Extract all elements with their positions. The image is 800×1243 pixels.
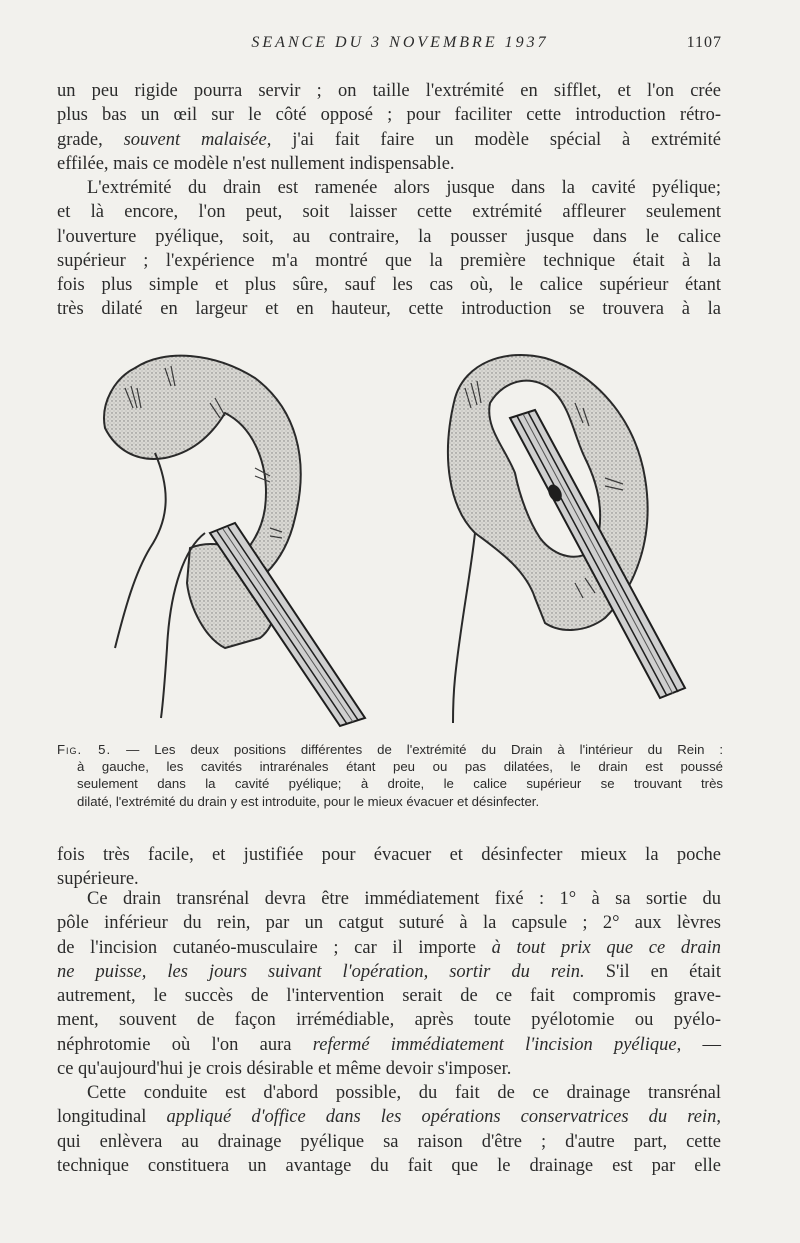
italic-phrase: souvent malaisée	[123, 129, 267, 150]
text-line: ment, souvent de façon irrémédiable, après toute pyélotomie ou pyélo-	[57, 1010, 721, 1031]
text-line: fois très facile, et justifiée pour évacuer et désinfecter mieux la poche	[57, 845, 721, 865]
text-line: L'extrémité du drain est ramenée alors jusque dans la cavité pyélique;	[87, 178, 721, 198]
text-line: longitudinal appliqué d'office dans les opérations conservatrices du rein,	[57, 1107, 721, 1128]
text-line: ne puisse, les jours suivant l'opération, sortir du rein. S'il en était	[57, 961, 721, 982]
caption-line: Fig. 5. — Les deux positions différentes de l'extrémité du Drain à l'intérieur du Rein :	[57, 742, 723, 757]
text-line: supérieure.	[57, 869, 139, 890]
paragraph-2	[57, 176, 721, 322]
running-title: SEANCE DU 3 NOVEMBRE 1937	[251, 34, 549, 51]
caption-line: seulement dans la cavité pyélique; à droite, le calice supérieur se trouvant très	[77, 776, 723, 792]
running-header	[0, 34, 800, 58]
paragraph-5	[57, 1081, 721, 1178]
text-line: plus bas un œil sur le côté opposé ; pour faciliter cette introduction rétro-	[57, 105, 721, 126]
caption-line: à gauche, les cavités intrarénales étant peu ou pas dilatées, le drain est poussé	[77, 759, 723, 775]
text-line: fois plus simple et plus sûre, sauf les cas où, le calice supérieur étant	[57, 275, 721, 296]
text-line: autrement, le succès de l'intervention serait de ce fait compromis grave-	[57, 986, 721, 1007]
page-number: 1107	[686, 34, 722, 51]
text-line: néphrotomie où l'on aura refermé immédiatement l'incision pyélique, —	[57, 1034, 721, 1055]
right-kidney-drawing	[448, 355, 685, 723]
text-line: supérieur ; l'expérience m'a montré que la première technique était à la	[57, 250, 721, 271]
text-line: ce qu'aujourd'hui je crois désirable et même devoir s'imposer.	[57, 1059, 512, 1080]
text-line: très dilaté en largeur et en hauteur, cette introduction se trouvera à la	[57, 299, 721, 320]
figure-caption	[57, 741, 723, 810]
text-line: pôle inférieur du rein, par un catgut suturé à la capsule ; 2° aux lèvres	[57, 913, 721, 934]
text-line: technique constituera un avantage du fait que le drainage est par elle	[57, 1155, 721, 1176]
paragraph-4	[57, 887, 721, 1081]
text-line: Ce drain transrénal devra être immédiatement fixé : 1° à sa sortie du	[87, 889, 721, 909]
caption-line: dilaté, l'extrémité du drain y est introduite, pour le mieux évacuer et désinfecter.	[77, 793, 540, 809]
text-line: un peu rigide pourra servir ; on taille l'extrémité en sifflet, et l'on crée	[57, 81, 721, 101]
italic-phrase: ne puisse, les jours suivant l'opération, sortir du rein.	[57, 961, 585, 982]
text-line: et là encore, l'on peut, soit laisser cette extrémité affleurer seulement	[57, 202, 721, 223]
text-line: qui enlèvera au drainage pyélique sa raison d'être ; d'autre part, cette	[57, 1131, 721, 1152]
italic-phrase: à tout prix que ce drain	[491, 937, 721, 958]
italic-phrase: appliqué d'office dans les opérations conservatrices du rein	[166, 1107, 717, 1128]
text-line: l'ouverture pyélique, soit, au contraire, la pousser jusque dans le calice	[57, 226, 721, 247]
text-line: grade, souvent malaisée, j'ai fait faire un modèle spécial à extrémité	[57, 129, 721, 150]
figure-label: Fig. 5.	[57, 742, 112, 757]
italic-phrase: refermé immédiatement l'incision pyélique	[312, 1034, 677, 1055]
kidney-drain-illustration	[95, 348, 735, 728]
text-line: Cette conduite est d'abord possible, du fait de ce drainage transrénal	[87, 1083, 721, 1103]
left-kidney-drawing	[104, 356, 365, 726]
paragraph-1	[57, 79, 721, 176]
text-line: effilée, mais ce modèle n'est nullement indispensable.	[57, 153, 455, 174]
paragraph-3	[57, 843, 721, 892]
text-line: de l'incision cutanéo-musculaire ; car il importe à tout prix que ce drain	[57, 937, 721, 958]
